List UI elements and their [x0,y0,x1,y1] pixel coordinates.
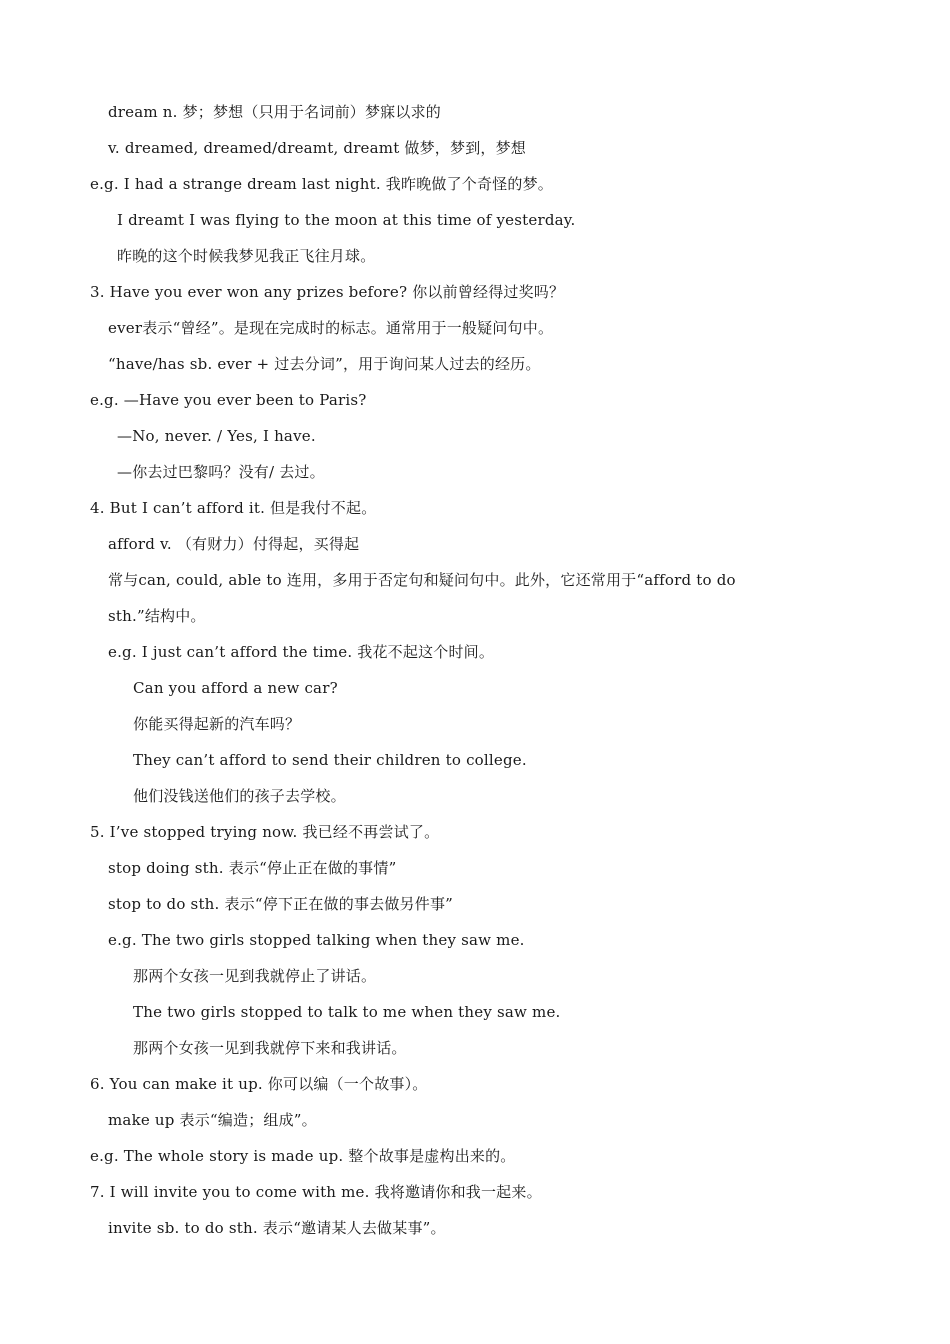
text-line: make up 表示“编造；组成”。 [108,1111,317,1129]
text-line: 常与can, could, able to 连用，多用于否定句和疑问句中。此外，它还常用于“afford to do [108,571,736,589]
text-line: 昨晚的这个时候我梦见我正飞往月球。 [117,247,376,265]
text-line: e.g. I had a strange dream last night. 我昨晚做了个奇怪的梦。 [90,175,554,193]
text-line: e.g. The two girls stopped talking when they saw me. [108,931,525,949]
text-line: 5. I’ve stopped trying now. 我已经不再尝试了。 [90,823,440,841]
text-line: “have/has sb. ever + 过去分词”，用于询问某人过去的经历。 [108,355,541,373]
text-line: 你能买得起新的汽车吗？ [133,715,301,733]
text-line: The two girls stopped to talk to me when they saw me. [133,1003,561,1021]
text-line: afford v. （有财力）付得起，买得起 [108,535,360,553]
text-line: 那两个女孩一见到我就停止了讲话。 [133,967,377,985]
text-line: v. dreamed, dreamed/dreamt, dreamt 做梦，梦到，梦想 [108,139,527,157]
text-line: ever表示“曾经”。是现在完成时的标志。通常用于一般疑问句中。 [108,319,554,337]
text-line: invite sb. to do sth. 表示“邀请某人去做某事”。 [108,1219,446,1237]
text-line: 4. But I can’t afford it. 但是我付不起。 [90,499,377,517]
text-line: I dreamt I was flying to the moon at this time of yesterday. [117,211,576,229]
text-line: —No, never. / Yes, I have. [117,427,316,445]
text-line: e.g. The whole story is made up. 整个故事是虚构出来的。 [90,1147,516,1165]
text-line: dream n. 梦；梦想（只用于名词前）梦寐以求的 [108,103,441,121]
text-line: sth.”结构中。 [108,607,206,625]
text-line: stop to do sth. 表示“停下正在做的事去做另件事” [108,895,454,913]
text-line: 那两个女孩一见到我就停下来和我讲话。 [133,1039,407,1057]
text-line: 他们没钱送他们的孩子去学校。 [133,787,346,805]
text-line: stop doing sth. 表示“停止正在做的事情” [108,859,397,877]
text-line: 6. You can make it up. 你可以编（一个故事）。 [90,1075,428,1093]
text-line: e.g. —Have you ever been to Paris? [90,391,367,409]
text-line: Can you afford a new car? [133,679,338,697]
text-line: e.g. I just can’t afford the time. 我花不起这个时间。 [108,643,495,661]
text-line: They can’t afford to send their children to college. [133,751,527,769]
text-line: 7. I will invite you to come with me. 我将邀请你和我一起来。 [90,1183,542,1201]
text-line: —你去过巴黎吗？没有/ 去过。 [117,463,325,481]
text-line: 3. Have you ever won any prizes before? 你以前曾经得过奖吗？ [90,283,565,301]
